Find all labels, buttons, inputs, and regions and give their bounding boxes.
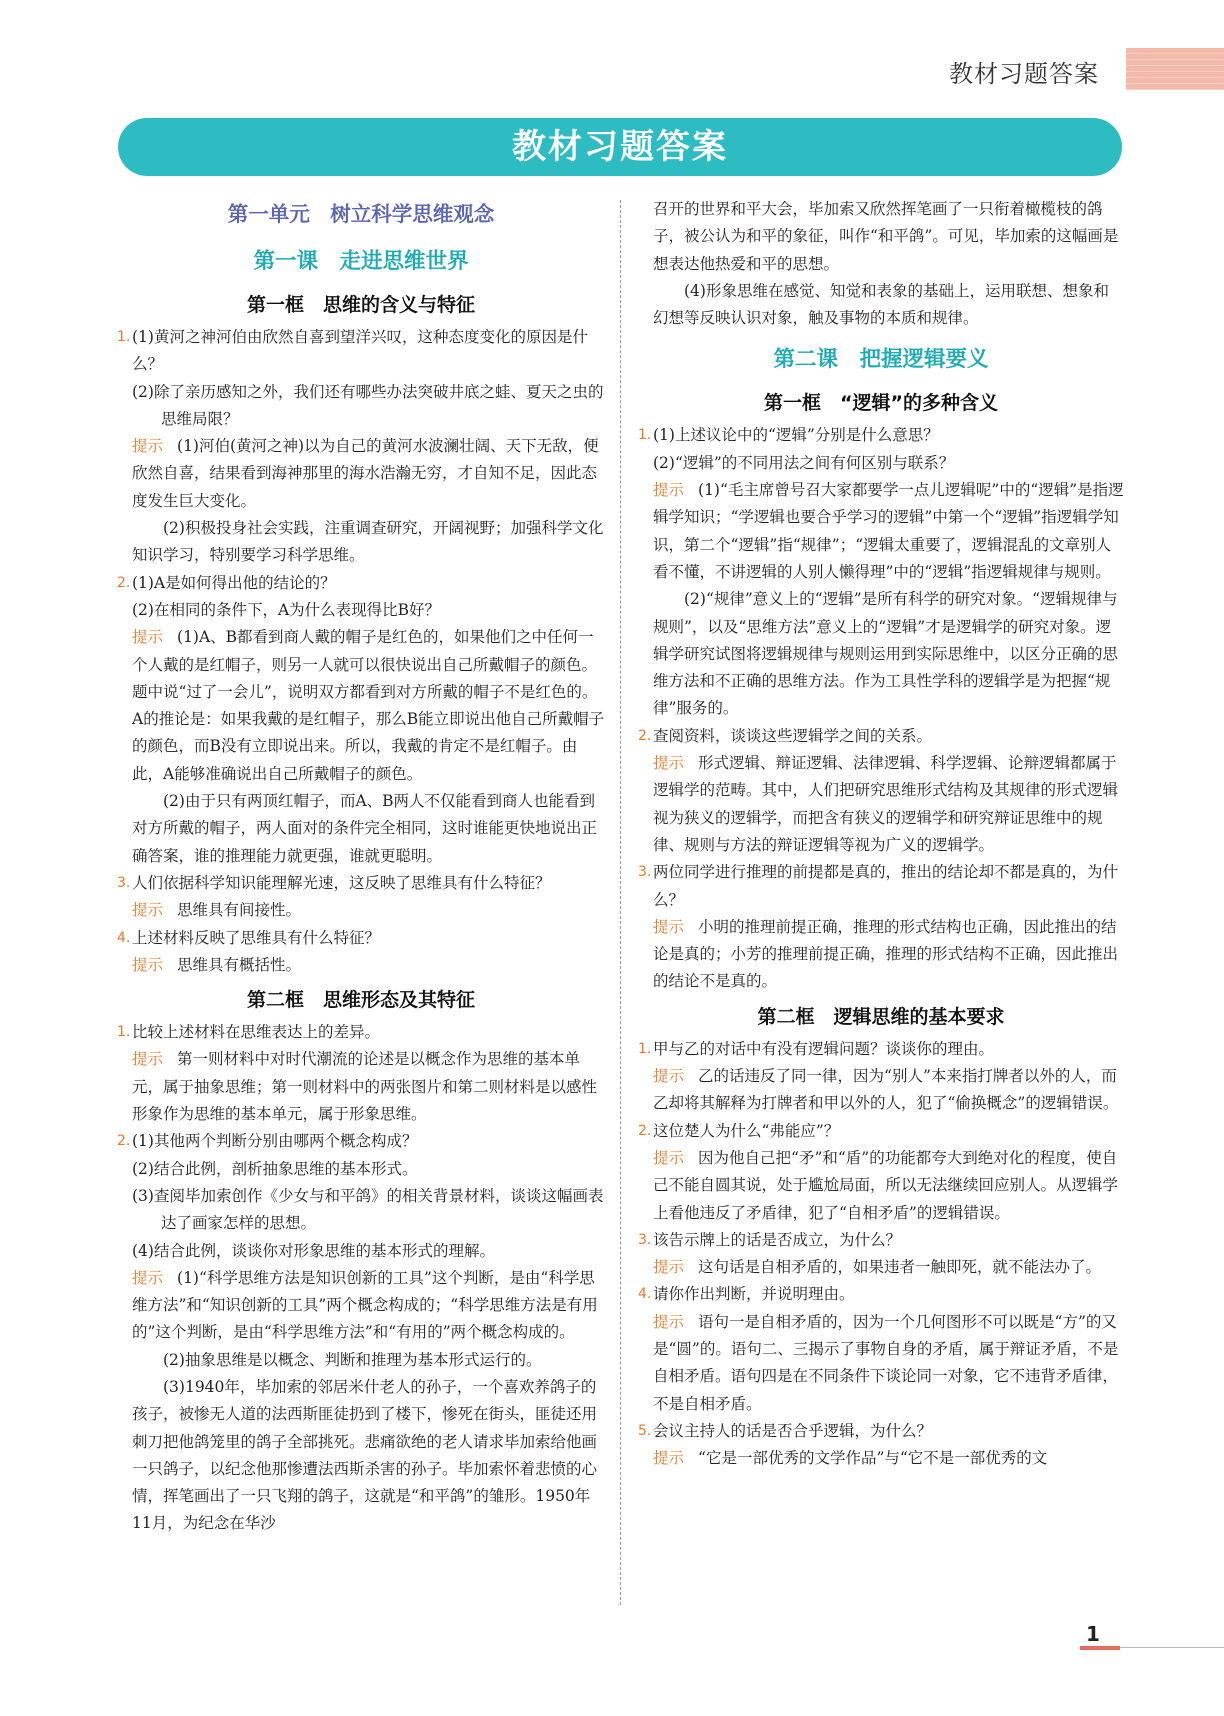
question xyxy=(638,1036,1124,1063)
question-number: 1. xyxy=(638,1040,652,1057)
hint xyxy=(117,1265,605,1347)
sub-question: (4)结合此例，谈谈你对形象思维的基本形式的理解。 xyxy=(132,1241,495,1260)
question-text: 上述材料反映了思维具有什么特征？ xyxy=(132,928,381,947)
hint-text: 第一则材料中对时代潮流的论述是以概念作为思维的基本单元，属于抽象思维；第一则材料中的两张图片和第二则材料是以感性形象作为思维的基本单元，属于形象思维。 xyxy=(132,1050,598,1124)
question-number: 4. xyxy=(638,1286,652,1303)
hint-label: 提示 xyxy=(132,955,164,974)
hint-text: (1)“毛主席曾号召大家都要学一点儿逻辑呢”中的“逻辑”是指逻辑学知识；“学逻辑也要合乎学习的逻辑”中第一个“逻辑”指逻辑学知识，第二个“逻辑”指“规律”；“逻辑太重要了，逻辑混乱的文章别人看不懂，不讲逻辑的人别人懒得理”中的“逻辑”指逻辑规律与规则。 xyxy=(653,481,1124,581)
question-text: (1)黄河之神河伯由欣然自喜到望洋兴叹，这种态度变化的原因是什么？ xyxy=(132,328,588,374)
question-number: 2. xyxy=(117,574,131,591)
hint-text: 形式逻辑、辩证逻辑、法律逻辑、科学逻辑、论辩逻辑都属于逻辑学的范畴。其中，人们把研究思维形式结构及其规律的形式逻辑视为狭义的逻辑学，而把含有狭义的逻辑学和研究辩证思维中的规律、规则与方法的辩证逻辑等视为广义的逻辑学。 xyxy=(653,754,1119,854)
hint-label: 提示 xyxy=(132,901,164,920)
page-number-underline xyxy=(1080,1646,1120,1650)
hint-text: 思维具有概括性。 xyxy=(177,955,302,974)
question xyxy=(638,1418,1124,1445)
hint-text: 思维具有间接性。 xyxy=(177,901,302,920)
hint-label: 提示 xyxy=(132,437,164,456)
hint-text: 这句话是自相矛盾的，如果违者一触即死，就不能法办了。 xyxy=(698,1258,1102,1277)
question xyxy=(117,1128,605,1155)
hint-text: (1)A、B都看到商人戴的帽子是红色的，如果他们之中任何一个人戴的是红帽子，则另一人就可以很快说出自己所戴帽子的颜色。题中说“过了一会儿”，说明双方都看到对方所戴的帽子不是红色的。A的推论是：如果我戴的是红帽子，那么B能立即说出他自己所戴帽子的颜色，而B没有立即说出来。所以，我戴的肯定不是红帽子。由此，A能够准确说出自己所戴帽子的颜色。 xyxy=(132,628,605,783)
hint xyxy=(638,1063,1124,1118)
question-number: 4. xyxy=(117,929,131,946)
frame-title: 第一框 思维的含义与特征 xyxy=(246,294,475,316)
lesson-title: 第二课 把握逻辑要义 xyxy=(773,347,989,373)
header-title: 教材习题答案 xyxy=(949,60,1099,88)
hint xyxy=(638,1309,1124,1418)
hint-label: 提示 xyxy=(132,1050,164,1069)
question-text: (1)其他两个判断分别由哪两个概念构成？ xyxy=(132,1132,418,1151)
title-banner xyxy=(118,118,1122,176)
hint-label: 提示 xyxy=(653,1258,685,1277)
hint xyxy=(117,897,605,924)
hint xyxy=(638,1145,1124,1227)
question xyxy=(638,1227,1124,1254)
header-tab-decoration xyxy=(1126,48,1224,90)
question-number: 1. xyxy=(638,427,652,444)
hint-text: 语句一是自相矛盾的，因为一个几何图形不可以既是“方”的又是“圆”的。语句二、三揭示了事物自身的矛盾，属于辩证矛盾，不是自相矛盾。语句四是在不同条件下谈论同一对象，它不违背矛盾律，不是自相矛盾。 xyxy=(653,1312,1119,1413)
question-text: 这位楚人为什么“弗能应”？ xyxy=(653,1121,840,1140)
hint-continuation: 召开的世界和平大会，毕加索又欣然挥笔画了一只衔着橄榄枝的鸽子，被公认为和平的象征，叫作“和平鸽”。可见，毕加索的这幅画是想表达他热爱和平的思想。 xyxy=(653,200,1119,273)
question xyxy=(117,324,605,379)
question xyxy=(638,1281,1124,1308)
hint xyxy=(638,1445,1124,1472)
question-text: 查阅资料，谈谈这些逻辑学之间的关系。 xyxy=(653,726,933,745)
question-text: 两位同学进行推理的前提都是真的，推出的结论却不都是真的，为什么？ xyxy=(653,863,1119,909)
hint-label: 提示 xyxy=(653,754,685,773)
question xyxy=(117,925,605,952)
frame-title: 第二框 逻辑思维的基本要求 xyxy=(757,1005,1005,1028)
page-number: 1 xyxy=(1086,1622,1100,1646)
hint-paragraph: (2)“规律”意义上的“逻辑”是所有科学的研究对象。“逻辑规律与规则”，以及“思维方法”意义上的“逻辑”才是逻辑学的研究对象。逻辑学研究试图将逻辑规律与规则运用到实际思维中，以区分正确的思维方法和不正确的思维方法。作为工具性学科的逻辑学是为把握“规律”服务的。 xyxy=(653,590,1119,718)
hint-paragraph: (3)1940年，毕加索的邻居米什老人的孙子，一个喜欢养鸽子的孩子，被惨无人道的法西斯匪徒扔到了楼下，惨死在街头，匪徒还用刺刀把他鸽笼里的鸽子全部挑死。悲痛欲绝的老人请求毕加索给他画一只鸽子，以纪念他那惨遭法西斯杀害的孙子。毕加索怀着悲愤的心情，挥笔画出了一只飞翔的鸽子，这就是“和平鸽”的雏形。1950年11月，为纪念在华沙 xyxy=(132,1377,598,1533)
hint xyxy=(638,477,1124,586)
question xyxy=(117,1019,605,1046)
question-text: 人们依据科学知识能理解光速，这反映了思维具有什么特征？ xyxy=(132,873,551,892)
question xyxy=(117,870,605,897)
hint-label: 提示 xyxy=(653,1148,685,1167)
question xyxy=(638,422,1124,449)
left-column xyxy=(117,196,605,1538)
question-text: 请你作出判断，并说明理由。 xyxy=(653,1285,855,1304)
hint-text: 乙的话违反了同一律，因为“别人”本来指打牌者以外的人，而乙却将其解释为打牌者和甲以外的人，犯了“偷换概念”的逻辑错误。 xyxy=(653,1067,1119,1113)
question-number: 2. xyxy=(638,1122,652,1139)
question-text: 会议主持人的话是否合乎逻辑，为什么？ xyxy=(653,1421,933,1440)
question xyxy=(638,859,1124,914)
hint xyxy=(638,914,1124,996)
question xyxy=(117,570,605,597)
sub-question: (3)查阅毕加索创作《少女与和平鸽》的相关背景材料，谈谈这幅画表达了画家怎样的思想。 xyxy=(132,1186,604,1233)
hint-label: 提示 xyxy=(653,481,685,500)
right-column xyxy=(638,196,1124,1472)
footer-rule xyxy=(1120,1647,1224,1648)
question-number: 1. xyxy=(117,1024,131,1041)
sub-question: (2)在相同的条件下，A为什么表现得比B好？ xyxy=(132,600,441,619)
sub-question: (2)除了亲历感知之外，我们还有哪些办法突破井底之蛙、夏天之虫的思维局限？ xyxy=(132,382,604,428)
question-number: 1. xyxy=(117,329,131,345)
hint-paragraph: (2)由于只有两顶红帽子，而A、B两人不仅能看到商人也能看到对方所戴的帽子，两人面对的条件完全相同，这时谁能更快地说出正确答案，谁的推理能力就更强，谁就更聪明。 xyxy=(132,792,598,865)
sub-question: (2)结合此例，剖析抽象思维的基本形式。 xyxy=(132,1159,418,1178)
question xyxy=(638,1118,1124,1145)
frame-title: 第二框 思维形态及其特征 xyxy=(246,989,475,1012)
hint xyxy=(117,1046,605,1128)
hint-text: 小明的推理前提正确，推理的形式结构也正确，因此推出的结论是真的；小芳的推理前提正确，推理的形式结构不正确，因此推出的结论不是真的。 xyxy=(653,917,1119,991)
banner-title: 教材习题答案 xyxy=(512,127,728,167)
sub-question: (2)“逻辑”的不同用法之间有何区别与联系？ xyxy=(653,453,955,472)
question-number: 3. xyxy=(117,874,131,891)
hint-label: 提示 xyxy=(132,628,164,647)
hint-paragraph: (2)抽象思维是以概念、判断和推理为基本形式运行的。 xyxy=(163,1350,542,1369)
question-text: 比较上述材料在思维表达上的差异。 xyxy=(132,1023,381,1042)
question-text: (1)上述议论中的“逻辑”分别是什么意思？ xyxy=(653,426,939,445)
question-number: 5. xyxy=(638,1422,652,1439)
question-number: 2. xyxy=(117,1133,131,1150)
question-text: 该告示牌上的话是否成立，为什么？ xyxy=(653,1230,902,1249)
frame-title: 第一框 “逻辑”的多种含义 xyxy=(764,392,998,415)
hint-paragraph: (2)积极投身社会实践，注重调查研究，开阔视野；加强科学文化知识学习，特别要学习科学思维。 xyxy=(132,519,604,565)
hint xyxy=(117,433,605,515)
hint-text: (1)河伯(黄河之神)以为自己的黄河水波澜壮阔、天下无敌，便欣然自喜，结果看到海神那里的海水浩瀚无穷，才自知不足，因此态度发生巨大变化。 xyxy=(132,437,599,510)
column-divider xyxy=(620,200,621,1605)
hint-label: 提示 xyxy=(653,1312,685,1331)
question-text: 甲与乙的对话中有没有逻辑问题？谈谈你的理由。 xyxy=(653,1039,995,1058)
hint-label: 提示 xyxy=(653,1449,685,1468)
question-number: 3. xyxy=(638,1231,652,1248)
hint-label: 提示 xyxy=(132,1268,164,1287)
question xyxy=(638,723,1124,750)
hint-text: “它是一部优秀的文学作品”与“它不是一部优秀的文 xyxy=(698,1449,1048,1468)
hint xyxy=(638,750,1124,859)
unit-title: 第一单元 树立科学思维观念 xyxy=(227,202,495,226)
hint-label: 提示 xyxy=(653,1067,685,1086)
hint-text: 因为他自己把“矛”和“盾”的功能都夸大到绝对化的程度，使自己不能自圆其说，处于尴尬局面，所以无法继续回应别人。从逻辑学上看他违反了矛盾律，犯了“自相矛盾”的逻辑错误。 xyxy=(653,1148,1119,1222)
question-number: 3. xyxy=(638,864,652,881)
lesson-title: 第一课 走进思维世界 xyxy=(253,249,469,274)
hint xyxy=(117,624,605,788)
question-text: (1)A是如何得出他的结论的？ xyxy=(132,573,336,592)
hint-text: (1)“科学思维方法是知识创新的工具”这个判断，是由“科学思维方法”和“知识创新的工具”两个概念构成的；“科学思维方法是有用的”这个判断，是由“科学思维方法”和“有用的”两个概念构成的。 xyxy=(132,1268,598,1342)
hint-label: 提示 xyxy=(653,917,685,936)
hint-paragraph: (4)形象思维在感觉、知觉和表象的基础上，运用联想、想象和幻想等反映认识对象，触及事物的本质和规律。 xyxy=(653,281,1109,328)
hint xyxy=(117,952,605,979)
question-number: 2. xyxy=(638,727,652,744)
hint xyxy=(638,1254,1124,1281)
